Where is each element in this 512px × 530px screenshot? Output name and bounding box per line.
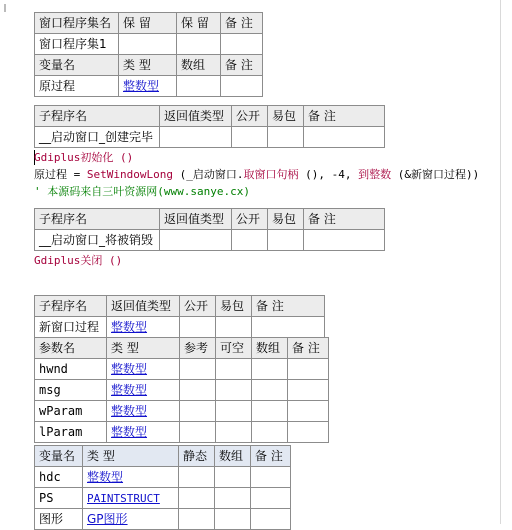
sub1-header-public: 公开 <box>232 106 268 127</box>
sub3-header-note: 备 注 <box>252 296 325 317</box>
local-header-static: 静态 <box>179 446 215 467</box>
param-type-link[interactable]: 整数型 <box>111 362 148 376</box>
sub3-name-cell[interactable]: 新窗口过程 <box>35 317 107 338</box>
param-type-link[interactable]: 整数型 <box>111 425 148 439</box>
local-header-note: 备 注 <box>251 446 291 467</box>
sub1-header-return: 返回值类型 <box>160 106 232 127</box>
sub1-note-cell[interactable] <box>304 127 385 148</box>
local-static-cell[interactable] <box>179 488 215 509</box>
assembly-header-note: 备 注 <box>221 13 263 34</box>
param-type-link[interactable]: 整数型 <box>111 383 148 397</box>
sub3-header-return: 返回值类型 <box>107 296 180 317</box>
local-row <box>35 488 291 509</box>
assembly-name-cell[interactable]: 窗口程序集1 <box>35 34 119 55</box>
local-type-link[interactable]: GP图形 <box>87 512 128 526</box>
local-row <box>35 467 291 488</box>
assembly-reserved1-cell[interactable] <box>119 34 177 55</box>
local-type-cell[interactable] <box>83 467 179 488</box>
param-note-cell[interactable] <box>288 422 329 443</box>
local-array-cell[interactable] <box>215 509 251 530</box>
assembly-reserved2-cell[interactable] <box>177 34 221 55</box>
param-ref-cell[interactable] <box>180 422 216 443</box>
sub3-return-cell[interactable] <box>107 317 180 338</box>
var-type-cell[interactable] <box>119 76 177 97</box>
param-row <box>35 401 329 422</box>
sub1-public-cell[interactable] <box>232 127 268 148</box>
param-type-cell[interactable] <box>107 359 180 380</box>
param-ref-cell[interactable] <box>180 359 216 380</box>
param-header-ref: 参考 <box>180 338 216 359</box>
local-array-cell[interactable] <box>215 467 251 488</box>
local-header-type: 类 型 <box>83 446 179 467</box>
var-name-cell[interactable]: 原过程 <box>35 76 119 97</box>
param-note-cell[interactable] <box>288 401 329 422</box>
var-header-name: 变量名 <box>35 55 119 76</box>
sub3-header-name: 子程序名 <box>35 296 107 317</box>
sub3-note-cell[interactable] <box>252 317 325 338</box>
local-array-cell[interactable] <box>215 488 251 509</box>
param-note-cell[interactable] <box>288 380 329 401</box>
locals-table <box>34 445 291 530</box>
local-header-name: 变量名 <box>35 446 83 467</box>
sub3-header-easy: 易包 <box>216 296 252 317</box>
editor-gutter <box>0 0 26 524</box>
var-header-array: 数组 <box>177 55 221 76</box>
sub3-easy-cell[interactable] <box>216 317 252 338</box>
sub2-header-easy: 易包 <box>268 209 304 230</box>
gutter-marker <box>4 4 6 12</box>
param-row <box>35 359 329 380</box>
param-array-cell[interactable] <box>252 422 288 443</box>
local-note-cell[interactable] <box>251 509 291 530</box>
sub3-header-public: 公开 <box>180 296 216 317</box>
param-ref-cell[interactable] <box>180 401 216 422</box>
sub2-public-cell[interactable] <box>232 230 268 251</box>
param-name-cell[interactable]: hwnd <box>35 359 107 380</box>
param-header-nullable: 可空 <box>216 338 252 359</box>
sub2-return-cell[interactable] <box>160 230 232 251</box>
assembly-header-name: 窗口程序集名 <box>35 13 119 34</box>
sub2-header-return: 返回值类型 <box>160 209 232 230</box>
sub2-easy-cell[interactable] <box>268 230 304 251</box>
var-array-cell[interactable] <box>177 76 221 97</box>
sub1-header-note: 备 注 <box>304 106 385 127</box>
local-name-cell[interactable]: 图形 <box>35 509 83 530</box>
var-type-link[interactable]: 整数型 <box>123 79 160 93</box>
sub3-return-link[interactable]: 整数型 <box>111 320 148 334</box>
param-header-type: 类 型 <box>107 338 180 359</box>
var-note-cell[interactable] <box>221 76 263 97</box>
sub1-return-cell[interactable] <box>160 127 232 148</box>
code-line-gdiplus-init[interactable]: Gdiplus初始化 () <box>34 151 134 164</box>
param-array-cell[interactable] <box>252 359 288 380</box>
assembly-table <box>34 12 263 97</box>
param-type-cell[interactable] <box>107 401 180 422</box>
sub2-note-cell[interactable] <box>304 230 385 251</box>
local-type-cell[interactable] <box>83 488 179 509</box>
code-line-setwindowlong[interactable]: 原过程 = SetWindowLong (_启动窗口.取窗口句柄 (), -4, 到整数 (&新窗口过程)) <box>34 168 480 181</box>
sub3-header-table <box>34 295 325 338</box>
param-nullable-cell[interactable] <box>216 422 252 443</box>
sub1-easy-cell[interactable] <box>268 127 304 148</box>
param-name-cell[interactable]: lParam <box>35 422 107 443</box>
param-type-link[interactable]: 整数型 <box>111 404 148 418</box>
assembly-note-cell[interactable] <box>221 34 263 55</box>
sub1-table <box>34 105 385 148</box>
sub2-table <box>34 208 385 251</box>
param-name-cell[interactable]: msg <box>35 380 107 401</box>
local-type-cell[interactable] <box>83 509 179 530</box>
param-nullable-cell[interactable] <box>216 401 252 422</box>
local-type-link[interactable]: PAINTSTRUCT <box>87 491 160 505</box>
param-array-cell[interactable] <box>252 401 288 422</box>
param-header-note: 备 注 <box>288 338 329 359</box>
param-header-array: 数组 <box>252 338 288 359</box>
param-row <box>35 380 329 401</box>
local-row <box>35 509 291 530</box>
param-type-cell[interactable] <box>107 422 180 443</box>
sub3-public-cell[interactable] <box>180 317 216 338</box>
local-type-link[interactable]: 整数型 <box>87 470 124 484</box>
sub1-name-cell[interactable]: __启动窗口_创建完毕 <box>35 127 160 148</box>
param-nullable-cell[interactable] <box>216 359 252 380</box>
code-line-comment[interactable]: ' 本源码来自三叶资源网(www.sanye.cx) <box>34 185 250 198</box>
sub1-header-name: 子程序名 <box>35 106 160 127</box>
param-nullable-cell[interactable] <box>216 380 252 401</box>
param-array-cell[interactable] <box>252 380 288 401</box>
assembly-header-reserved2: 保 留 <box>177 13 221 34</box>
local-note-cell[interactable] <box>251 488 291 509</box>
assembly-header-reserved1: 保 留 <box>119 13 177 34</box>
param-note-cell[interactable] <box>288 359 329 380</box>
local-name-cell[interactable]: PS <box>35 488 83 509</box>
sub2-header-public: 公开 <box>232 209 268 230</box>
code-line-gdiplus-close[interactable]: Gdiplus关闭 () <box>34 254 123 267</box>
sub2-header-note: 备 注 <box>304 209 385 230</box>
sub2-name-cell[interactable]: __启动窗口_将被销毁 <box>35 230 160 251</box>
params-table <box>34 337 329 443</box>
sub1-header-easy: 易包 <box>268 106 304 127</box>
local-static-cell[interactable] <box>179 509 215 530</box>
local-static-cell[interactable] <box>179 467 215 488</box>
param-ref-cell[interactable] <box>180 380 216 401</box>
param-type-cell[interactable] <box>107 380 180 401</box>
local-name-cell[interactable]: hdc <box>35 467 83 488</box>
param-name-cell[interactable]: wParam <box>35 401 107 422</box>
var-header-type: 类 型 <box>119 55 177 76</box>
editor-right-border <box>500 0 501 524</box>
var-header-note: 备 注 <box>221 55 263 76</box>
sub2-header-name: 子程序名 <box>35 209 160 230</box>
param-header-name: 参数名 <box>35 338 107 359</box>
local-header-array: 数组 <box>215 446 251 467</box>
local-note-cell[interactable] <box>251 467 291 488</box>
param-row <box>35 422 329 443</box>
